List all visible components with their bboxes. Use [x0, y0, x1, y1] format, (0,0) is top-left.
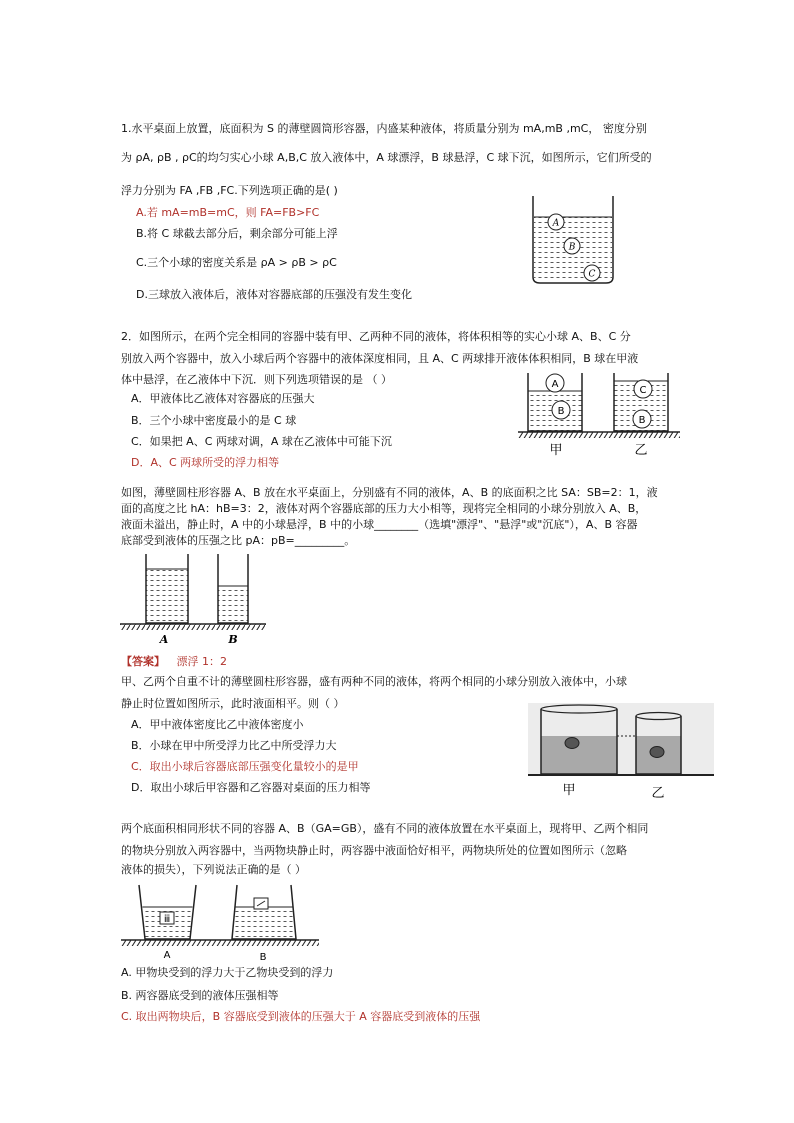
q5-stem-line2: 的物块分别放入两容器中，当两物块静止时，两容器中液面恰好相平，两物块所处的位置如图所示（忽略: [121, 844, 627, 857]
q4-option-c: C．取出小球后容器底部压强变化量较小的是甲: [131, 760, 359, 773]
q2-figure: [518, 368, 681, 460]
q5-container-b: [232, 885, 296, 939]
q1-ball-b: [564, 238, 580, 254]
q5-option-c: C. 取出两物块后，B 容器底受到液体的压强大于 A 容器底受到液体的压强: [121, 1010, 481, 1023]
q4-option-b: B．小球在甲中所受浮力比乙中所受浮力大: [131, 739, 337, 752]
q2-label-jia: 甲: [549, 443, 563, 458]
q1-option-c: C.三个小球的密度关系是 ρA > ρB > ρC: [136, 256, 337, 269]
q1-stem-line3: 浮力分别为 FA ,FB ,FC.下列选项正确的是( ): [121, 184, 338, 197]
q3-stem-line2: 面的高度之比 hA：hB=3：2，液体对两个容器底部的压力大小相等，现将完全相同的小球分别放入 A、B，: [121, 502, 647, 515]
q3-stem-line1: 如图，薄壁圆柱形容器 A、B 放在水平桌面上，分别盛有不同的液体，A、B 的底面积之比 SA：SB=2：1，液: [121, 486, 658, 499]
q5-stem-line3: 液体的损失），下列说法正确的是（ ）: [121, 863, 306, 876]
svg-text:C: C: [588, 269, 596, 280]
svg-text:B: B: [557, 406, 565, 417]
q2-stem-line3: 体中悬浮，在乙液体中下沉．则下列选项错误的是 （ ）: [121, 373, 392, 386]
q5-option-b: B. 两容器底受到的液体压强相等: [121, 989, 279, 1002]
q5-option-a: A. 甲物块受到的浮力大于乙物块受到的浮力: [121, 966, 334, 979]
svg-text:C: C: [639, 385, 647, 396]
q1-option-b: B.将 C 球截去部分后，剩余部分可能上浮: [136, 227, 338, 240]
q3-figure: [120, 553, 268, 645]
q3-answer-value: 漂浮 1：2: [176, 655, 227, 668]
q3-label-b: B: [228, 633, 238, 645]
q3-answer: [121, 655, 227, 669]
q2-option-b: B．三个小球中密度最小的是 C 球: [131, 414, 297, 427]
q3-container-b: [218, 554, 248, 623]
q2-container-1: [528, 373, 582, 431]
q5-stem-line1: 两个底面积相同形状不同的容器 A、B（GA=GB），盛有不同的液体放置在水平桌面上，现将甲、乙两个相同: [121, 822, 649, 835]
q4-option-a: A．甲中液体密度比乙中液体密度小: [131, 718, 304, 731]
q5-label-b: B: [259, 952, 267, 962]
q2-option-a: A．甲液体比乙液体对容器底的压强大: [131, 392, 315, 405]
svg-text:A: A: [552, 218, 560, 229]
q2-stem-line2: 别放入两个容器中，放入小球后两个容器中的液体深度相同，且 A、C 两球排开液体体积相同，B 球在甲液: [121, 352, 639, 365]
q1-stem-line2: 为 ρA, ρB , ρC的均匀实心小球 A,B,C 放入液体中，A 球漂浮，B 球悬浮，C 球下沉，如图所示，它们所受的: [121, 151, 652, 164]
q1-stem-line1: 1.水平桌面上放置，底面积为 S 的薄壁圆筒形容器，内盛某种液体，将质量分别为 mA,mB ,mC， 密度分别: [121, 122, 647, 135]
q2-label-yi: 乙: [634, 443, 648, 458]
q3-answer-tag: 【答案】: [121, 655, 165, 668]
q4-label-yi: 乙: [651, 786, 665, 799]
q4-label-jia: 甲: [562, 783, 576, 798]
q3-stem-line4: 底部受到液体的压强之比 pA：pB=_________。: [121, 534, 356, 547]
q4-figure: [528, 703, 714, 799]
svg-text:A: A: [551, 379, 559, 390]
q2-option-d: D．A、C 两球所受的浮力相等: [131, 456, 280, 469]
q3-stem-line3: 液面未溢出，静止时，A 中的小球悬浮，B 中的小球________（选填"漂浮"、"悬浮"或"沉底"），A、B 容器: [121, 518, 638, 531]
q1-option-a: A.若 mA=mB=mC，则 FA=FB>FC: [136, 206, 320, 219]
q1-option-d: D.三球放入液体后，液体对容器底部的压强没有发生变化: [136, 288, 412, 301]
q5-container-a: [139, 885, 196, 939]
svg-text:B: B: [638, 415, 646, 426]
q2-option-c: C．如果把 A、C 两球对调，A 球在乙液体中可能下沉: [131, 435, 392, 448]
q5-figure: [121, 884, 321, 962]
q2-container-2: [614, 373, 668, 431]
q2-stem-line1: 2．如图所示，在两个完全相同的容器中装有甲、乙两种不同的液体，将体积相等的实心小球 A、B、C 分: [121, 330, 631, 343]
svg-text:B: B: [568, 242, 576, 253]
q4-stem-line1: 甲、乙两个自重不计的薄壁圆柱形容器，盛有两种不同的液体，将两个相同的小球分别放入液体中，小球: [121, 675, 627, 688]
q1-figure: [532, 195, 614, 285]
q1-ball-c: [584, 265, 600, 281]
q1-ball-a: [548, 214, 564, 230]
q3-container-a: [146, 554, 188, 623]
q4-stem-line2: 静止时位置如图所示，此时液面相平。则（ ）: [121, 697, 345, 710]
q3-label-a: A: [159, 633, 169, 645]
q4-option-d: D．取出小球后甲容器和乙容器对桌面的压力相等: [131, 781, 371, 794]
q5-label-a: A: [163, 950, 171, 961]
svg-text:ⅲ: ⅲ: [163, 914, 171, 925]
